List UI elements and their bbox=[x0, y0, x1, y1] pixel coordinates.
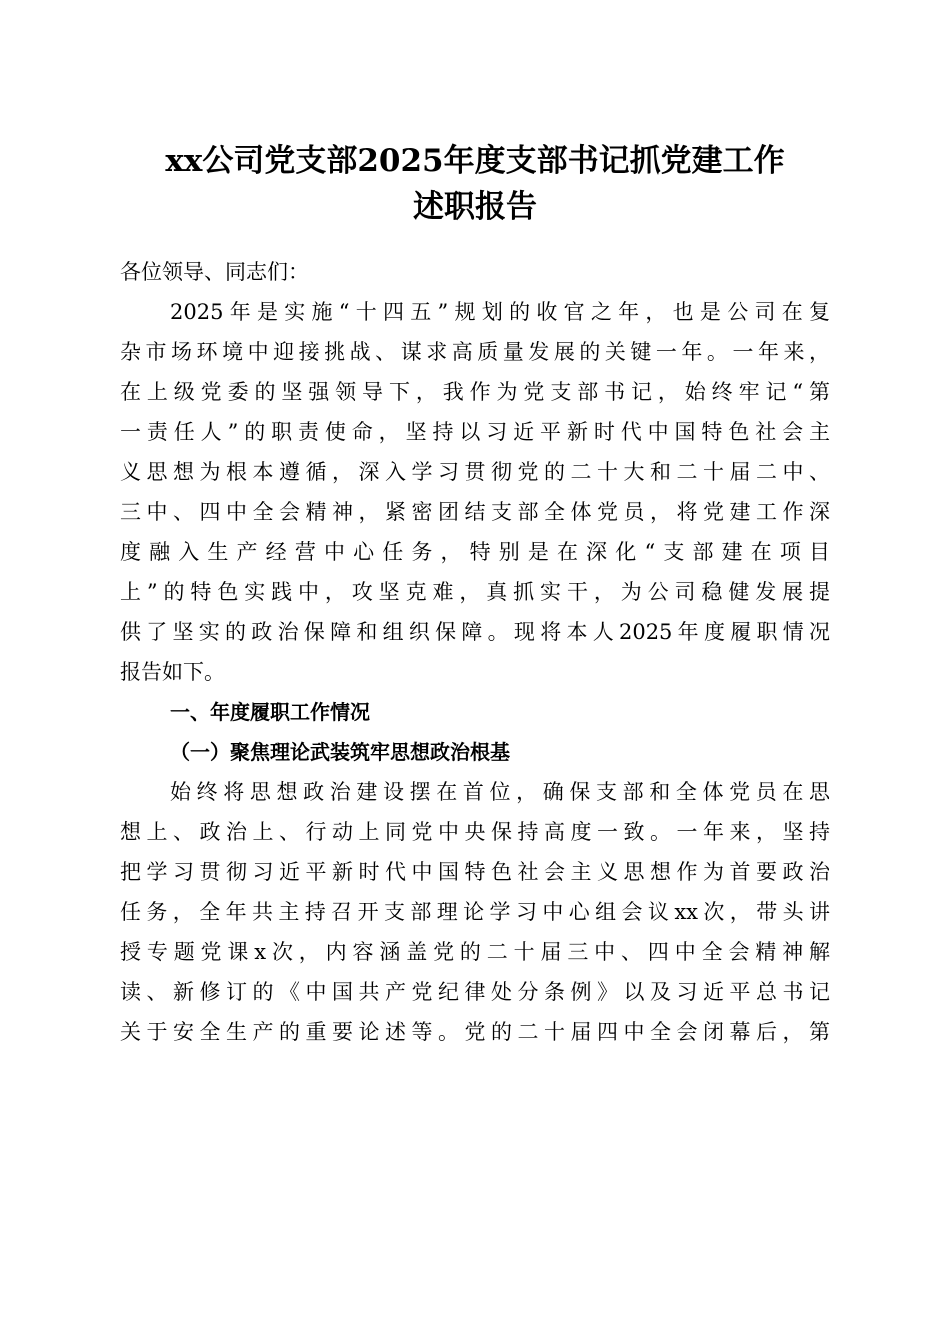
document-title bbox=[0, 138, 950, 230]
intro-line: 杂市场环境中迎接挑战、谋求高质量发展的关键一年。一年来， bbox=[120, 340, 830, 364]
document-title-line-2: 述职报告 bbox=[413, 189, 537, 225]
intro-line: 报告如下。 bbox=[120, 660, 225, 684]
intro-line: 在上级党委的坚强领导下，我作为党支部书记，始终牢记“第 bbox=[120, 380, 830, 404]
section-line: 想上、政治上、行动上同党中央保持高度一致。一年来，坚持 bbox=[120, 820, 830, 844]
section-line: 始终将思想政治建设摆在首位，确保支部和全体党员在思 bbox=[170, 780, 830, 804]
intro-line: 2025年是实施“十四五”规划的收官之年，也是公司在复 bbox=[170, 300, 830, 324]
section-line: 关于安全生产的重要论述等。党的二十届四中全会闭幕后，第 bbox=[120, 1020, 830, 1044]
section-heading: 一、年度履职工作情况 bbox=[170, 700, 370, 724]
section-line: 授专题党课x次，内容涵盖党的二十届三中、四中全会精神解 bbox=[120, 940, 830, 964]
document-title-line-1: xx公司党支部2025年度支部书记抓党建工作 bbox=[165, 143, 785, 179]
document-body bbox=[120, 252, 830, 1052]
intro-line: 上”的特色实践中，攻坚克难，真抓实干，为公司稳健发展提 bbox=[120, 580, 830, 604]
section-line: 把学习贯彻习近平新时代中国特色社会主义思想作为首要政治 bbox=[120, 860, 830, 884]
salutation: 各位领导、同志们： bbox=[120, 260, 309, 284]
intro-line: 一责任人”的职责使命，坚持以习近平新时代中国特色社会主 bbox=[120, 420, 830, 444]
intro-line: 义思想为根本遵循，深入学习贯彻党的二十大和二十届二中、 bbox=[120, 460, 830, 484]
intro-line: 供了坚实的政治保障和组织保障。现将本人2025年度履职情况 bbox=[120, 620, 830, 644]
intro-line: 度融入生产经营中心任务，特别是在深化“支部建在项目 bbox=[120, 540, 830, 564]
subsection-heading: （一）聚焦理论武装筑牢思想政治根基 bbox=[170, 740, 510, 764]
section-line: 任务，全年共主持召开支部理论学习中心组会议xx次，带头讲 bbox=[120, 900, 830, 924]
intro-line: 三中、四中全会精神，紧密团结支部全体党员，将党建工作深 bbox=[120, 500, 830, 524]
section-line: 读、新修订的《中国共产党纪律处分条例》以及习近平总书记 bbox=[120, 980, 830, 1004]
